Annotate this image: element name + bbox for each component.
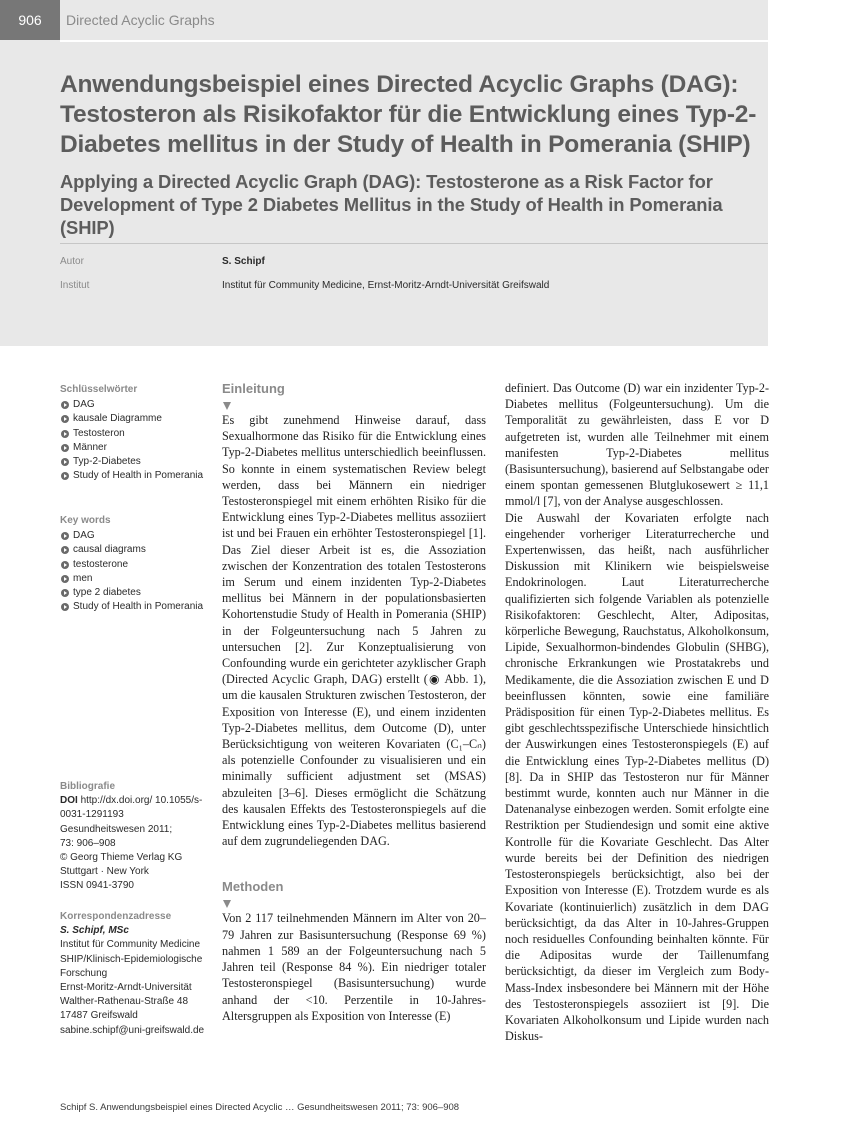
keyword-en-item: type 2 diabetes [60, 586, 208, 600]
bibliography-line: 73: 906–908 [60, 837, 116, 849]
bibliography [60, 780, 208, 894]
footer-citation: Schipf S. Anwendungsbeispiel eines Directed Acyclic … Gesundheitswesen 2011; 73: 906–908 [60, 1102, 460, 1113]
column-1 [222, 380, 486, 1024]
doi-label: DOI [60, 795, 78, 807]
keywords-en-title: Key words [60, 515, 111, 526]
bibliography-line: © Georg Thieme Verlag KG [60, 852, 183, 864]
institute-value: Institut für Community Medicine, Ernst-Moritz-Arndt-Universität Greifswald [222, 280, 550, 291]
running-head: Directed Acyclic Graphs [66, 12, 215, 28]
correspondence-line: Institut für Community Medicine [60, 939, 201, 951]
author-value: S. Schipf [222, 256, 265, 267]
bibliography-title: Bibliografie [60, 781, 116, 792]
doi-line [60, 794, 208, 822]
header-rule [60, 40, 768, 42]
col2-paragraph-1: definiert. Das Outcome (D) war ein inzidenter Typ-2-Diabetes mellitus (Folgeuntersuchung). Um die Temporalität zu gewährleisten, dass E vor D aufgetreten ist, wurden alle Teilnehmer mit einem manifesten Typ-2-Diabetes mellitus (Basisuntersuchung), basierend auf Selbstangabe oder einem spontan gemessenen Blutglukosewert ≥ 11,1 mmol/l [7], von der Analyse ausgeschlossen. [505, 381, 769, 509]
bibliography-line: ISSN 0941-3790 [60, 880, 134, 892]
keyword-en-item: testosterone [60, 558, 208, 572]
keyword-de-item: DAG [60, 398, 208, 412]
meta-divider [60, 243, 768, 244]
keyword-de-item: Typ-2-Diabetes [60, 455, 208, 469]
intro-paragraph: Es gibt zunehmend Hinweise darauf, dass Sexualhormone das Risiko für die Entwicklung eines Typ-2-Diabetes mellitus unterschiedlich beeinflussen. So konnte in einem systematischen Review belegt werden, dass bei Männern ein niedriger Testosteronspiegel mit einem erhöhten Risiko für die Entwicklung eines Typ-2-Diabetes mellitus assoziiert ist und bei Frauen ein erhöhter Testosteronspiegel [1]. Das Ziel dieser Arbeit ist es, die Assoziation zwischen der Konzentration des totalen Testosterons im Serum und einem inzidenten Typ-2-Diabetes mellitus bei Männern in der populationsbasierten Kohortenstudie Study of Health in Pomerania (SHIP) in der Folgeuntersuchung nach 5 Jahren zu untersuchen [2]. Zur Konzeptualisierung von Confounding wurde ein gerichteter azyklischer Graph (Directed Acyclic Graph, DAG) erstellt (◉ Abb. 1), um die kausalen Strukturen zwischen Testosteron, der Exposition von Interesse (E), und einem inzidenten Typ-2-Diabetes mellitus, dem Outcome (D), unter Berücksichtigung von weiteren Kovariaten (C₁–Cₙ) als potenzielle Confounder zu visualisieren und ein minimally sufficient adjustment set (MSAS) abzuleiten [3–6]. Dieses ermöglicht die Schätzung des kausalen Effekts des Testosteronspiegels auf die Entwicklung eines Typ-2-Diabetes mellitus basierend auf dem zugrundeliegenden DAG. [222, 413, 486, 849]
keyword-de-item: Testosteron [60, 427, 208, 441]
column-2 [505, 380, 769, 1044]
title-english: Applying a Directed Acyclic Graph (DAG): Testosterone as a Risk Factor for Development of Type 2 Diabetes Mellitus in the Study of Health in Pomerania (SHIP) [60, 171, 723, 238]
bibliography-lines [60, 823, 208, 894]
bibliography-line: Stuttgart · New York [60, 866, 149, 878]
correspondence-line: Walther-Rathenau-Straße 48 [60, 996, 189, 1008]
methods-arrow-icon [223, 900, 231, 908]
institute-label: Institut [60, 280, 90, 291]
keywords-de-title: Schlüsselwörter [60, 384, 138, 395]
correspondence-line: 17487 Greifswald [60, 1010, 138, 1022]
keyword-en-item: men [60, 572, 208, 586]
keyword-en-item: causal diagrams [60, 543, 208, 557]
keyword-de-item: kausale Diagramme [60, 412, 208, 426]
methods-heading: Methoden [222, 879, 284, 895]
page-number: 906 [0, 0, 60, 40]
correspondence-name: S. Schipf, MSc [60, 925, 129, 937]
correspondence-lines [60, 938, 208, 1037]
author-label: Autor [60, 256, 84, 267]
bibliography-line: Gesundheitswesen 2011; [60, 823, 173, 835]
correspondence-line: sabine.schipf@uni-greifswald.de [60, 1024, 205, 1036]
intro-heading: Einleitung [222, 381, 285, 396]
correspondence [60, 910, 208, 1038]
keyword-de-item: Männer [60, 441, 208, 455]
keyword-de-item: Study of Health in Pomerania [60, 469, 208, 483]
correspondence-line: SHIP/Klinisch-Epidemiologische Forschung [60, 953, 203, 979]
correspondence-title: Korrespondenzadresse [60, 911, 172, 922]
doi-link[interactable]: http://dx.doi.org/ 10.1055/s-0031-1291193 [60, 795, 203, 821]
correspondence-line: Ernst-Moritz-Arndt-Universität [60, 982, 192, 994]
keywords-de [60, 383, 208, 483]
keyword-en-item: Study of Health in Pomerania [60, 600, 208, 614]
keywords-en [60, 514, 208, 614]
col2-paragraph-2: Die Auswahl der Kovariaten erfolgte nach eingehender vorheriger Literaturrecherche und Expertenwissen, das heißt, nach ausführlicher Diskussion mit Klinikern wie beispielsweise Endokrinologen. Laut Literaturrecherche qualifizierten sich folgende Variablen als potenzielle Risikofaktoren: Geschlecht, Alter, Adipositas, körperliche Bewegung, Rauchstatus, Alkoholkonsum, Lipide, Sexualhormon-bindendes Globulin (SHBG), chronische Erkrankungen wie Prostatakrebs und Medikamente, die die Assoziation zwischen E und D beeinflussen könnten, sowie eine familiäre Prädisposition für einen Typ-2-Diabetes mellitus. Es gibt geschlechtsspezifische Unterschiede hinsichtlich der Auswirkungen eines Testosteronspiegels (E) auf die Entwicklung eines Typ-2-Diabetes mellitus (D) [8]. Da in SHIP das Testosteron nur für Männer bestimmt wurde, konnten auch nur Männer in die Datenanalyse einbezogen werden. Somit erfolgte eine Restriktion per Studiendesign und somit eine aktive Kontrolle für die Kovariate Geschlecht. Das Alter wurde bereits bei der Definition des niedrigen Testosteronspiegels berücksichtigt, also bei der Exposition von Interesse (E). Trotzdem wurde es als Kovariate (kontinuierlich) zusätzlich in dem DAG berücksichtigt, da das Alter in 10-Jahres-Gruppen noch residuelles Confounding beinhalten könnte. Für die Adipositas wurde der Taillenumfang berücksichtigt, da dieser im Vergleich zum Body-Mass-Index insbesondere bei Männern mit der Höhe des Testosteronspiegels assoziiert ist [9]. Die Kovariaten Alkoholkonsum und Lipide wurden nach Diskus- [505, 510, 769, 1044]
keyword-en-item: DAG [60, 529, 208, 543]
keywords-en-list [60, 529, 208, 614]
intro-arrow-icon [223, 402, 231, 410]
keywords-de-list [60, 398, 208, 483]
title-german: Anwendungsbeispiel eines Directed Acyclic Graphs (DAG): Testosteron als Risikofaktor für die Entwicklung eines Typ-2-Diabetes mellitus in der Study of Health in Pomerania (SHIP) [60, 71, 757, 158]
methods-paragraph: Von 2 117 teilnehmenden Männern im Alter von 20–79 Jahren zur Basisuntersuchung (Response 69 %) nahmen 1 589 an der Folgeuntersuchung nach 5 Jahren teil (Response 84 %). Ein niedriger totaler Testosteronspiegel (Basisuntersuchung) wurde anhand der <10. Perzentile in 10-Jahres-Altersgruppen als Exposition von Interesse (E) [222, 911, 486, 1023]
